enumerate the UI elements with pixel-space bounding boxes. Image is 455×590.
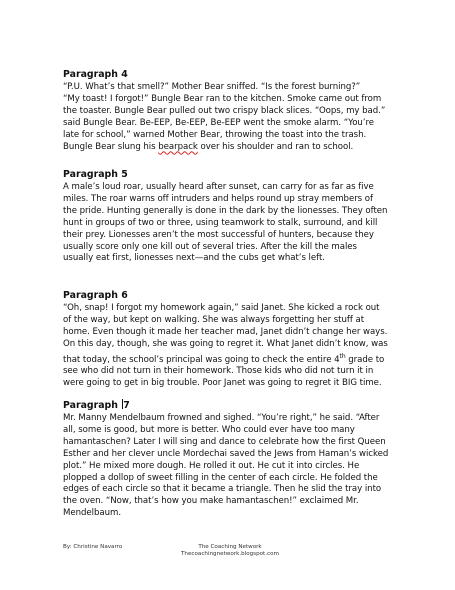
paragraph-title: Paragraph 5	[63, 169, 128, 180]
paragraph-line: “My toast! I forgot!” Bungle Bear ran to the kitchen. Smoke came out from	[63, 93, 382, 104]
paragraph-line: Mr. Manny Mendelbaum frowned and sighed. “You’re right,” he said. “After	[63, 413, 380, 423]
footer-author: By: Christine Navarro	[63, 544, 123, 550]
paragraph-line: “P.U. What’s that smell?” Mother Bear sniffed. “Is the forest burning?”	[63, 82, 361, 92]
paragraph-line: were going to get in big trouble. Poor Janet was going to regret it BIG time.	[63, 378, 382, 389]
paragraph-line: home. Even though it made her teacher mad, Janet didn’t change her ways.	[63, 326, 388, 337]
paragraph-line: the oven. “Now, that’s how you make hamantaschen!” exclaimed Mr.	[63, 496, 359, 507]
paragraph-line: hamantaschen? Later I will sing and dance to celebrate how the first Queen	[63, 436, 386, 447]
paragraph-4	[63, 69, 403, 153]
paragraph-line: the toaster. Bungle Bear pulled out two crispy black slices. “Oops, my bad.”	[63, 105, 386, 116]
paragraph-line: late for school,” warned Mother Bear, throwing the toast into the trash.	[63, 129, 367, 140]
paragraph-line: usually eat first, lionesses next—and the cubs get what’s left.	[63, 253, 325, 264]
paragraph-line: plot.” He mixed more dough. He rolled it out. He cut it into circles. He	[63, 460, 360, 471]
paragraph-line: the pride. Hunting generally is done in the dark by the lionesses. They often	[63, 205, 388, 216]
paragraph-title[interactable]	[63, 399, 403, 412]
paragraph-line: their prey. Lionesses aren’t the most successful of hunters, because they	[63, 229, 374, 240]
paragraph-line: Esther and her clever uncle Mordechai saved the Jews from Haman’s wicked	[63, 448, 389, 459]
paragraph-line: A male’s loud roar, usually heard after sunset, can carry for as far as five	[63, 182, 374, 192]
paragraph-title-prefix: Paragraph	[63, 400, 122, 411]
paragraph-line: On this day, though, she was going to regret it. What Janet didn’t know, was	[63, 338, 388, 349]
paragraph-7	[63, 399, 403, 520]
footer-org-block	[175, 544, 285, 558]
misspelled-word: bearpack	[158, 141, 198, 152]
paragraph-line: all, some is good, but more is better. Who could ever have too many	[63, 424, 355, 435]
paragraph-line-spellcheck: Bungle Bear slung his bearpack over his shoulder and ran to school.	[63, 141, 354, 152]
paragraph-title: Paragraph 6	[63, 290, 128, 301]
paragraph-line: Mendelbaum.	[63, 508, 121, 519]
footer-url: Thecoachingnetwork.blogspot.com	[181, 551, 279, 557]
paragraph-line: see who did not turn in their homework. Those kids who did not turn it in	[63, 366, 374, 377]
paragraph-5	[63, 169, 403, 265]
paragraph-line: hunt in groups of two or three, using teamwork to stalk, surround, and kill	[63, 217, 378, 228]
paragraph-line: of the way, but kept on walking. She was always forgetting her stuff at	[63, 314, 365, 325]
footer-org: The Coaching Network	[198, 544, 262, 550]
paragraph-6	[63, 290, 403, 390]
paragraph-line: edges of each circle so that it became a triangle. Then he slid the tray into	[63, 484, 382, 495]
paragraph-line: miles. The roar warns off intruders and helps round up stray members of	[63, 193, 373, 204]
paragraph-title: Paragraph 4	[63, 69, 128, 80]
paragraph-line: plopped a dollop of sweet filling in the center of each circle. He folded the	[63, 472, 378, 483]
paragraph-line: said Bungle Bear. Be-EEP, Be-EEP, Be-EEP went the smoke alarm. “You’re	[63, 117, 375, 128]
paragraph-line-superscript: that today, the school’s principal was going to check the entire 4th grade to	[63, 352, 385, 365]
paragraph-line: usually score only one kill out of several tries. After the kill the males	[63, 241, 357, 252]
paragraph-title-number: 7	[123, 400, 130, 411]
paragraph-line: “Oh, snap! I forgot my homework again,” said Janet. She kicked a rock out	[63, 303, 380, 313]
ordinal-suffix: th	[339, 352, 346, 360]
